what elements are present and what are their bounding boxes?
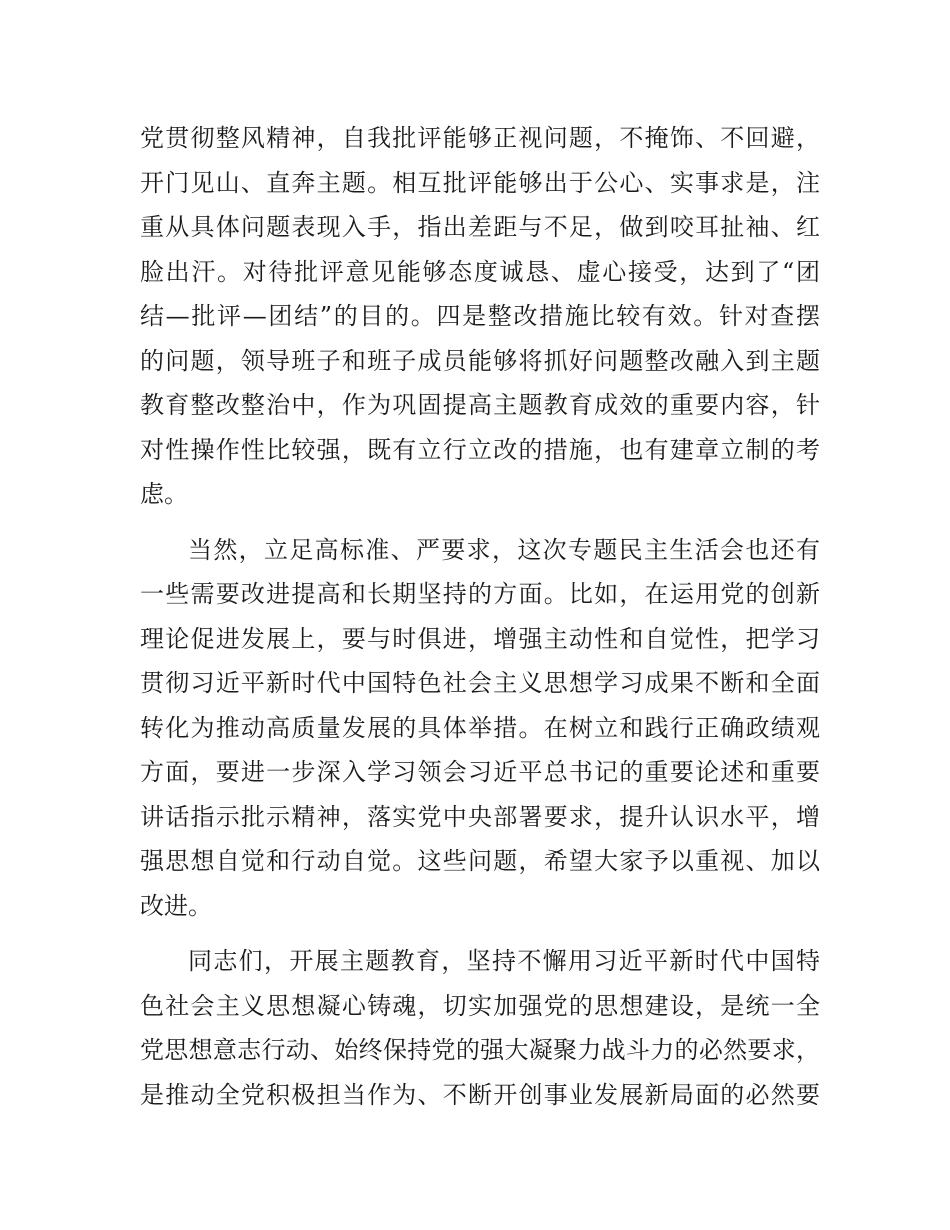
text-line: 党贯彻整风精神，自我批评能够正视问题，不掩饰、不回避， [140, 124, 820, 152]
text-line: 强思想自觉和行动自觉。这些问题，希望大家予以重视、加以 [140, 847, 820, 875]
text-line: 脸出汗。对待批评意见能够态度诚恳、虚心接受，达到了“团 [140, 257, 820, 286]
text-line: 同志们，开展主题教育，坚持不懈用习近平新时代中国特 [188, 947, 820, 975]
text-line: 转化为推动高质量发展的具体举措。在树立和践行正确政绩观 [140, 713, 820, 742]
text-line: 虑。 [140, 480, 188, 508]
text-line: 改进。 [140, 891, 212, 920]
text-line: 的问题，领导班子和班子成员能够将抓好问题整改融入到主题 [140, 346, 820, 375]
document-body [140, 116, 820, 1128]
text-line: 结—批评—团结”的目的。四是整改措施比较有效。针对查摆 [140, 302, 820, 330]
text-line: 当然，立足高标准、严要求，这次专题民主生活会也还有 [188, 535, 820, 564]
text-line: 是推动全党积极担当作为、不断开创事业发展新局面的必然要 [140, 1080, 820, 1109]
text-line: 教育整改整治中，作为巩固提高主题教育成效的重要内容，针 [140, 391, 820, 419]
text-line: 对性操作性比较强，既有立行立改的措施，也有建章立制的考 [140, 435, 820, 464]
text-line: 讲话指示批示精神，落实党中央部署要求，提升认识水平，增 [140, 802, 820, 831]
paragraph-2 [140, 528, 820, 929]
text-line: 贯彻习近平新时代中国特色社会主义思想学习成果不断和全面 [140, 669, 820, 697]
text-line: 方面，要进一步深入学习领会习近平总书记的重要论述和重要 [140, 758, 820, 786]
text-line: 党思想意志行动、始终保持党的强大凝聚力战斗力的必然要求， [140, 1036, 820, 1064]
text-line: 一些需要改进提高和长期坚持的方面。比如，在运用党的创新 [140, 580, 820, 608]
text-line: 色社会主义思想凝心铸魂，切实加强党的思想建设，是统一全 [140, 991, 820, 1020]
text-line: 理论促进发展上，要与时俱进，增强主动性和自觉性，把学习 [140, 624, 820, 653]
text-line: 开门见山、直奔主题。相互批评能够出于公心、实事求是，注 [140, 168, 820, 197]
paragraph-3 [140, 939, 820, 1117]
text-line: 重从具体问题表现入手，指出差距与不足，做到咬耳扯袖、红 [140, 213, 820, 241]
paragraph-1 [140, 116, 820, 517]
